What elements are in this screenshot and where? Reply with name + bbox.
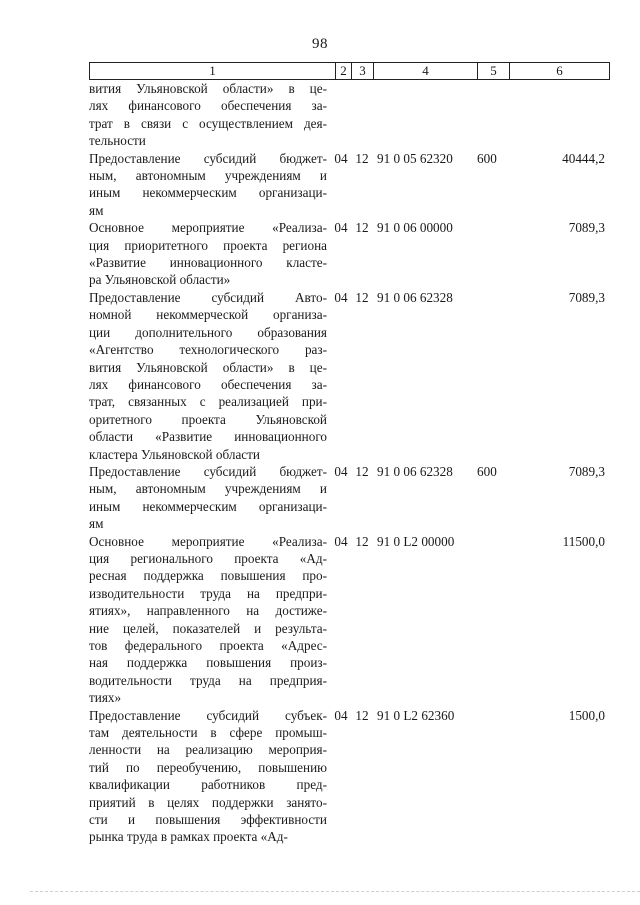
row-description	[89, 80, 331, 150]
row-section-code: 04	[334, 220, 348, 236]
description-line: оритетного проекта Ульяновской	[89, 411, 327, 427]
row-target-article: 91 0 06 62328	[377, 289, 453, 305]
description-line: иным некоммерческим организаци-	[89, 498, 327, 514]
description-line: ция регионального проекта «Ад-	[89, 550, 327, 566]
description-line: Предоставление субсидий бюджет-	[89, 150, 327, 166]
description-line: лях финансового обеспечения за-	[89, 98, 327, 114]
row-expense-type: 600	[477, 463, 497, 479]
description-line: ям	[89, 202, 104, 218]
description-line: вития Ульяновской области» в це-	[89, 81, 327, 96]
column-header-4: 4	[374, 63, 478, 80]
row-subsection-code: 12	[355, 289, 369, 305]
budget-table-body	[89, 80, 629, 846]
table-row	[89, 463, 629, 533]
row-section-code: 04	[334, 150, 348, 166]
description-line: «Развитие инновационного класте-	[89, 255, 327, 271]
page-number: 98	[312, 36, 328, 52]
description-line: ние целей, показателей и результа-	[89, 620, 327, 636]
row-amount: 1500,0	[568, 707, 605, 723]
description-line: рынка труда в рамках проекта «Ад-	[89, 829, 288, 845]
row-subsection-code: 12	[355, 463, 369, 479]
table-row	[89, 289, 629, 463]
description-line: ная поддержка повышения произ-	[89, 655, 327, 671]
description-line: вития Ульяновской области» в це-	[89, 359, 327, 375]
row-description	[89, 533, 331, 707]
row-target-article: 91 0 L2 62360	[377, 707, 455, 723]
row-section-code: 04	[334, 289, 348, 305]
row-section-code: 04	[334, 463, 348, 479]
description-line: приятий в целях поддержки занято-	[89, 794, 327, 810]
description-line: ция приоритетного проекта региона	[89, 237, 327, 253]
description-line: изводительности труда на предпри-	[89, 585, 327, 601]
description-line: Предоставление субсидий бюджет-	[89, 463, 327, 479]
column-header-1: 1	[90, 63, 336, 80]
description-line: тов федерального проекта «Адрес-	[89, 638, 327, 653]
description-line: ятиях», направленного на достиже-	[89, 603, 327, 619]
description-line: ным, автономным учреждениям и	[89, 481, 327, 497]
description-line: Основное мероприятие «Реализа-	[89, 533, 327, 549]
row-target-article: 91 0 05 62320	[377, 150, 453, 166]
description-line: лях финансового обеспечения за-	[89, 376, 327, 392]
row-description	[89, 463, 331, 533]
row-amount: 7089,3	[568, 289, 605, 305]
description-line: «Агентство технологического раз-	[89, 342, 327, 358]
description-line: области «Развитие инновационного	[89, 429, 327, 445]
row-description	[89, 707, 331, 846]
description-line: трат, связанных с реализацией при-	[89, 394, 327, 410]
row-amount: 7089,3	[568, 463, 605, 479]
row-description	[89, 150, 331, 220]
description-line: ленности на реализацию мероприя-	[89, 742, 327, 758]
row-section-code: 04	[334, 707, 348, 723]
row-expense-type: 600	[477, 150, 497, 166]
table-row	[89, 150, 629, 220]
table-row	[89, 219, 629, 289]
description-line: ции дополнительного образования	[89, 324, 327, 340]
description-line: ра Ульяновской области»	[89, 272, 231, 288]
column-header-5: 5	[478, 63, 510, 80]
row-description	[89, 219, 331, 289]
description-line: Предоставление субсидий субъек-	[89, 707, 327, 723]
row-section-code: 04	[334, 533, 348, 549]
row-subsection-code: 12	[355, 707, 369, 723]
table-row	[89, 80, 629, 150]
row-amount: 40444,2	[562, 150, 605, 166]
description-line: иным некоммерческим организаци-	[89, 185, 327, 201]
column-header-table	[89, 62, 610, 80]
description-line: Предоставление субсидий Авто-	[89, 289, 327, 305]
row-target-article: 91 0 06 62328	[377, 463, 453, 479]
row-subsection-code: 12	[355, 220, 369, 236]
description-line: тий по переобучению, повышению	[89, 759, 327, 775]
column-header-3: 3	[352, 63, 374, 80]
description-line: там деятельности в сфере промыш-	[89, 725, 327, 741]
description-line: Основное мероприятие «Реализа-	[89, 220, 327, 236]
description-line: тельности	[89, 133, 146, 149]
description-line: тиях»	[89, 690, 122, 706]
description-line: номной некоммерческой организа-	[89, 307, 327, 323]
column-header-row	[90, 63, 610, 80]
table-row	[89, 533, 629, 707]
description-line: ям	[89, 516, 104, 532]
table-row	[89, 707, 629, 846]
column-header-2: 2	[336, 63, 352, 80]
description-line: ресная поддержка повышения про-	[89, 568, 327, 584]
bottom-divider	[30, 891, 640, 892]
row-subsection-code: 12	[355, 533, 369, 549]
row-amount: 7089,3	[568, 220, 605, 236]
row-target-article: 91 0 L2 00000	[377, 533, 455, 549]
description-line: квалификации работников пред-	[89, 777, 327, 793]
row-description	[89, 289, 331, 463]
row-amount: 11500,0	[562, 533, 605, 549]
column-header-6: 6	[510, 63, 610, 80]
row-subsection-code: 12	[355, 150, 369, 166]
description-line: трат в связи с осуществлением дея-	[89, 115, 327, 131]
description-line: водительности труда на предприя-	[89, 672, 327, 688]
description-line: сти и повышения эффективности	[89, 812, 327, 828]
description-line: кластера Ульяновской области	[89, 446, 260, 462]
row-target-article: 91 0 06 00000	[377, 220, 453, 236]
description-line: ным, автономным учреждениям и	[89, 168, 327, 184]
